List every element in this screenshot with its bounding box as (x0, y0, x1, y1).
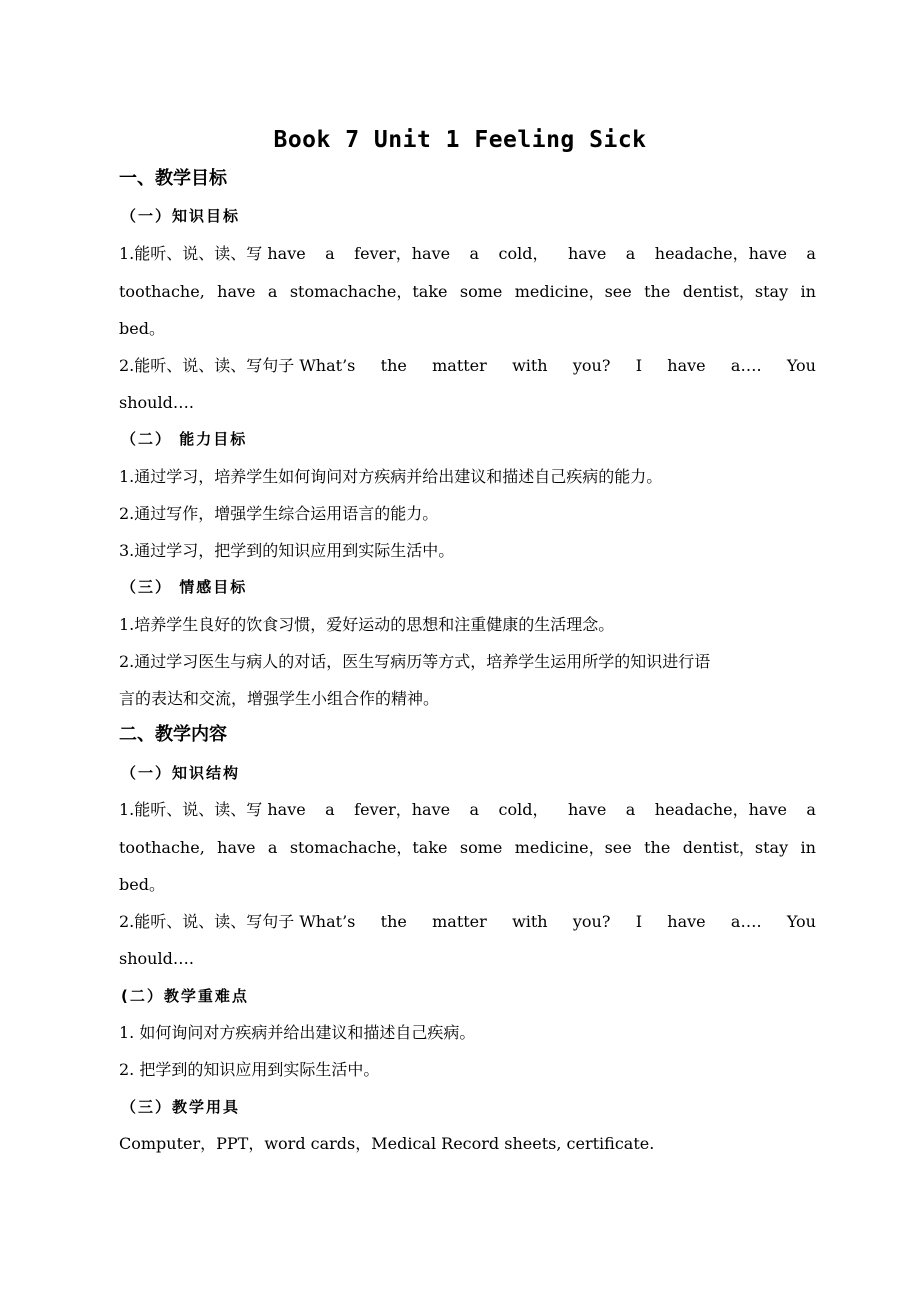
word: a (267, 838, 278, 857)
word: a (625, 800, 636, 819)
word: a…. (730, 912, 762, 931)
word: have (567, 800, 607, 819)
knowledge-item-2-line-2: should…. (119, 393, 194, 412)
word: some (459, 838, 503, 857)
knowledge-item-1-line-3: bed。 (119, 319, 165, 338)
word: a (469, 244, 480, 263)
emotional-item-1: 1.培养学生良好的饮食习惯，爱好运动的思想和注重健康的生活理念。 (119, 615, 615, 634)
structure-item-2-line-2: should…. (119, 949, 194, 968)
word: you? (572, 912, 611, 931)
word: a (806, 800, 816, 819)
difficulty-item-2: 2. 把学到的知识应用到实际生活中。 (119, 1060, 380, 1079)
word: I (635, 356, 643, 375)
knowledge-item-1-line-2 (119, 281, 816, 303)
word: a (469, 800, 480, 819)
knowledge-item-2-line-1 (119, 355, 816, 377)
subheading-emotional-objectives: （三） 情感目标 (121, 578, 248, 596)
word: medicine，see (514, 838, 632, 857)
word: matter (432, 356, 487, 375)
word: matter (432, 912, 487, 931)
word: You (786, 912, 816, 931)
ability-item-1: 1.通过学习，培养学生如何询问对方疾病并给出建议和描述自己疾病的能力。 (119, 467, 663, 486)
subheading-knowledge-objectives: （一）知识目标 (121, 207, 241, 225)
word: I (635, 912, 643, 931)
structure-item-1-line-3: bed。 (119, 875, 165, 894)
word: some (459, 282, 503, 301)
structure-item-1-line-1 (119, 799, 816, 821)
word: a (625, 244, 636, 263)
document-title: Book 7 Unit 1 Feeling Sick (273, 127, 647, 153)
subheading-teaching-tools: （三）教学用具 (121, 1098, 241, 1116)
word: medicine，see (514, 282, 632, 301)
word: with (512, 356, 548, 375)
word: have (217, 838, 256, 857)
word: dentist，stay (682, 282, 789, 301)
word: in (800, 282, 816, 301)
structure-item-2-line-1 (119, 911, 816, 933)
word: stomachache，take (289, 838, 448, 857)
word: the (380, 356, 407, 375)
subheading-key-difficulties: (二）教学重难点 (121, 987, 249, 1005)
word: You (786, 356, 816, 375)
word: stomachache，take (289, 282, 448, 301)
emotional-item-2-line-2: 言的表达和交流，增强学生小组合作的精神。 (119, 689, 440, 708)
word: a (325, 244, 335, 263)
word: dentist，stay (682, 838, 789, 857)
subheading-knowledge-structure: （一）知识结构 (121, 764, 241, 782)
teaching-tools-item: Computer，PPT，word cards，Medical Record sheets, certificate. (119, 1134, 655, 1153)
word: toothache, (119, 282, 205, 301)
subheading-ability-objectives: （二） 能力目标 (121, 430, 248, 448)
emotional-item-2-line-1: 2.通过学习医生与病人的对话，医生写病历等方式，培养学生运用所学的知识进行语 (119, 652, 711, 671)
word: you? (572, 356, 611, 375)
word: with (512, 912, 548, 931)
word: the (380, 912, 407, 931)
word: headache，have (654, 800, 787, 819)
section-heading-teaching-objectives: 一、教学目标 (119, 168, 227, 189)
word: 1.能听、说、读、写 have (119, 800, 306, 819)
word: in (800, 838, 816, 857)
difficulty-item-1: 1. 如何询问对方疾病并给出建议和描述自己疾病。 (119, 1023, 476, 1042)
word: toothache, (119, 838, 205, 857)
word: have (567, 244, 607, 263)
word: fever，have (354, 800, 451, 819)
word: a (325, 800, 335, 819)
section-heading-teaching-content: 二、教学内容 (119, 724, 227, 745)
word: a…. (730, 356, 762, 375)
knowledge-item-1-line-1 (119, 243, 816, 265)
word: 2.能听、说、读、写句子 What’s (119, 356, 356, 375)
word: have (217, 282, 256, 301)
ability-item-2: 2.通过写作，增强学生综合运用语言的能力。 (119, 504, 439, 523)
word: fever，have (354, 244, 451, 263)
word: have (667, 912, 706, 931)
word: a (806, 244, 816, 263)
word: the (644, 282, 671, 301)
ability-item-3: 3.通过学习，把学到的知识应用到实际生活中。 (119, 541, 455, 560)
structure-item-1-line-2 (119, 837, 816, 859)
word: cold， (498, 244, 549, 263)
word: headache，have (654, 244, 787, 263)
word: the (644, 838, 671, 857)
word: a (267, 282, 278, 301)
word: cold， (498, 800, 549, 819)
word: 2.能听、说、读、写句子 What’s (119, 912, 356, 931)
word: have (667, 356, 706, 375)
word: 1.能听、说、读、写 have (119, 244, 306, 263)
